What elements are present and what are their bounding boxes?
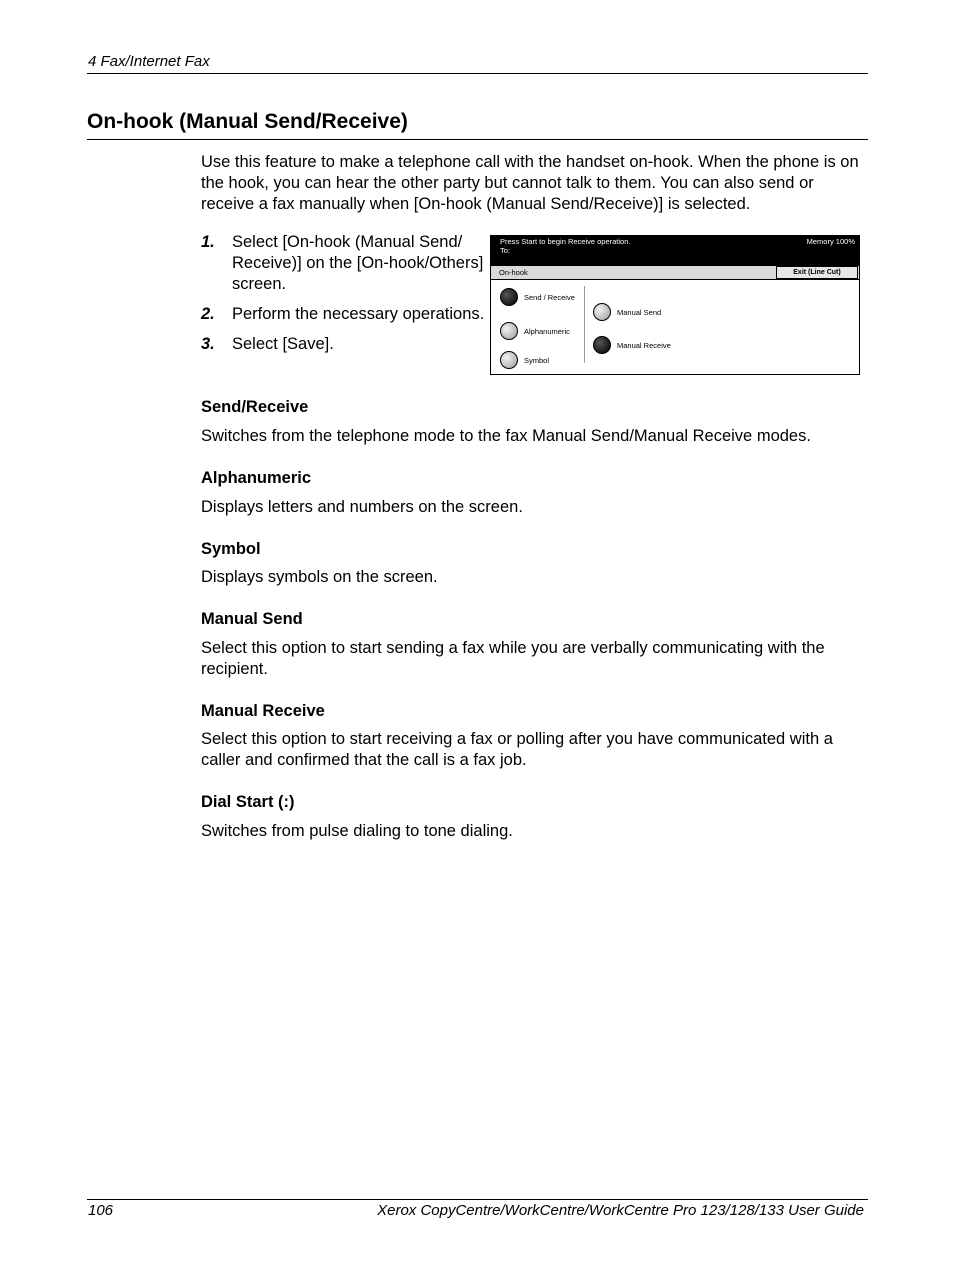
option-label: Send / Receive (524, 293, 575, 302)
radio-selected-icon (593, 336, 611, 354)
option-label: Symbol (524, 356, 550, 365)
section-heading-manual-send: Manual Send (201, 610, 303, 628)
screen-message: Press Start to begin Receive operation. (500, 237, 631, 246)
radio-icon (593, 303, 611, 321)
section-heading-alphanumeric: Alphanumeric (201, 469, 312, 487)
footer-rule (87, 1199, 868, 1200)
section-heading-dial-start: Dial Start (:) (201, 793, 295, 811)
section-text-manual-send: Select this option to start sending a fax while you are verbally communicating with the recipient. (201, 639, 825, 678)
running-header: 4 Fax/Internet Fax (88, 53, 210, 70)
step-text: Perform the necessary operations. (232, 305, 485, 323)
memory-indicator: Memory 100% (806, 237, 855, 246)
step-item (201, 232, 486, 295)
step-item (201, 334, 486, 355)
section-text-manual-receive: Select this option to start receiving a fax or polling after you have communicated with a caller and confirmed that the call is a fax job. (201, 730, 833, 769)
option-label: Manual Send (617, 308, 662, 317)
step-number: 2. (201, 305, 215, 323)
radio-icon (500, 322, 518, 340)
radio-selected-icon (500, 288, 518, 306)
step-text: Select [On-hook (Manual Send/ Receive)] on the [On-hook/Others] screen. (232, 233, 484, 293)
step-number: 1. (201, 233, 215, 251)
tab-on-hook[interactable]: On-hook (499, 268, 528, 277)
section-heading-symbol: Symbol (201, 540, 261, 558)
screen-message-bar (491, 236, 859, 266)
section-text-dial-start: Switches from pulse dialing to tone dialing. (201, 822, 513, 840)
to-label: To: (500, 246, 511, 255)
option-divider (584, 286, 585, 363)
page-number: 106 (88, 1202, 114, 1219)
intro-paragraph: Use this feature to make a telephone call with the handset on-hook. When the phone is on the hook, you can hear the other party but cannot talk to them. You can also send or receive a fax manually when [On-hook (Manual Send/Receive)] is selected. (201, 153, 859, 213)
page-title: On-hook (Manual Send/Receive) (87, 110, 408, 133)
exit-line-cut-button[interactable]: Exit (Line Cut) (776, 266, 858, 279)
header-rule (87, 73, 868, 74)
section-heading-manual-receive: Manual Receive (201, 702, 325, 720)
section-text-symbol: Displays symbols on the screen. (201, 568, 438, 586)
step-text: Select [Save]. (232, 335, 334, 353)
onhook-screen (490, 235, 860, 375)
section-text-alphanumeric: Displays letters and numbers on the screen. (201, 498, 523, 516)
guide-title: Xerox CopyCentre/WorkCentre/WorkCentre Pro 123/128/133 User Guide (377, 1202, 864, 1219)
step-item (201, 304, 486, 325)
option-label: Manual Receive (617, 341, 671, 350)
step-number: 3. (201, 335, 215, 353)
option-label: Alphanumeric (524, 327, 570, 336)
title-rule (87, 139, 868, 140)
section-heading-send-receive: Send/Receive (201, 398, 309, 416)
section-text-send-receive: Switches from the telephone mode to the fax Manual Send/Manual Receive modes. (201, 427, 811, 445)
radio-icon (500, 351, 518, 369)
screen-tab-bar (491, 266, 859, 280)
step-list (201, 232, 486, 364)
